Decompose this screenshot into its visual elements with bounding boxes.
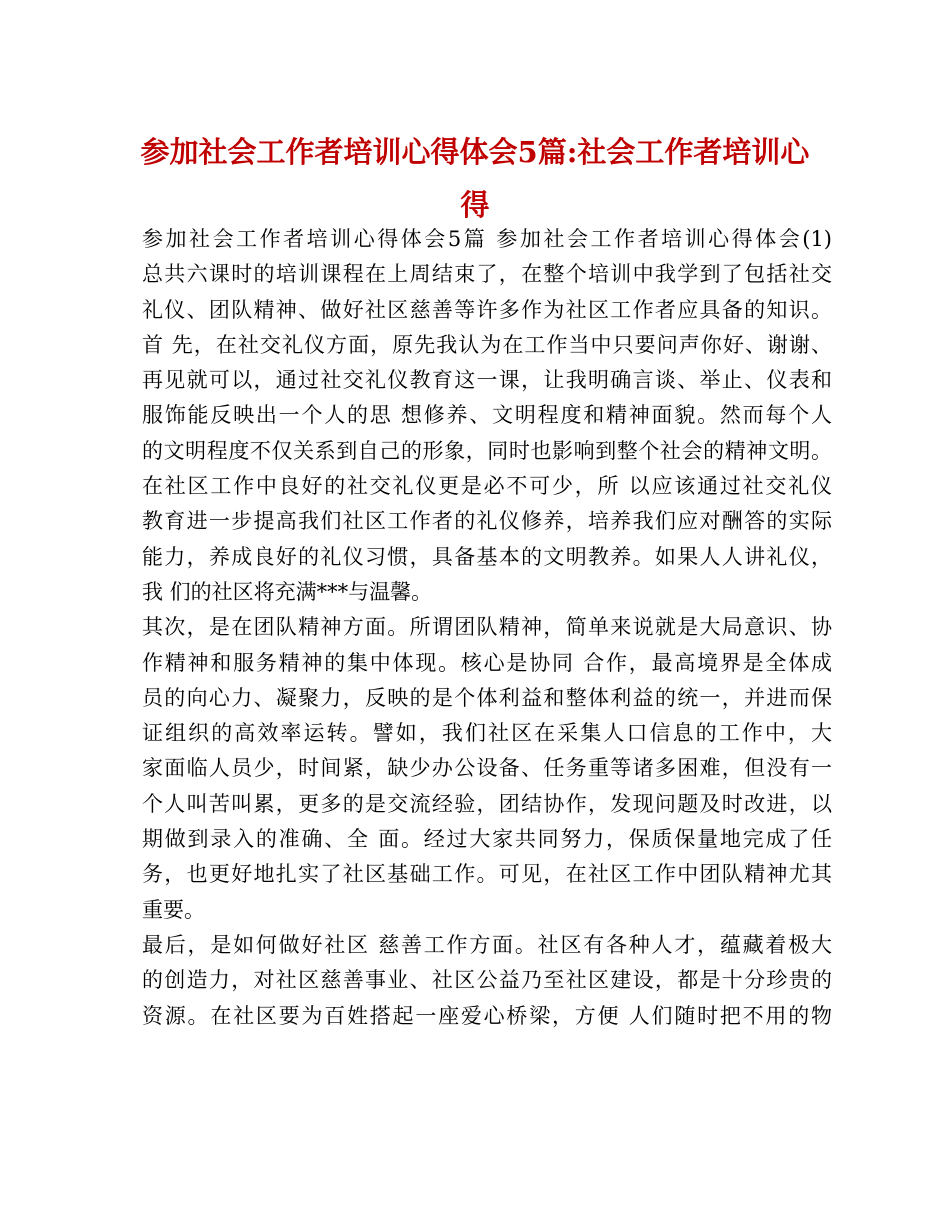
title-line-2: 得 [460, 188, 490, 222]
document-title [120, 126, 830, 232]
body-line: 期做到录入的准确、全 面。经过大家共同努力，保质保量地完成了任 [142, 827, 832, 852]
body-line: 的文明程度不仅关系到自己的形象，同时也影响到整个社会的精神文明。 [142, 438, 832, 463]
body-line: 重要。 [142, 897, 205, 922]
body-line: 资源。在社区要为百姓搭起一座爱心桥梁，方便 人们随时把不用的物 [142, 1003, 832, 1028]
body-line: 再见就可以，通过社交礼仪教育这一课，让我明确言谈、举止、仪表和 [142, 368, 832, 393]
body-line: 我 们的社区将充满***与温馨。 [142, 579, 433, 604]
body-line: 家面临人员少，时间紧，缺少办公设备、任务重等诸多困难，但没有一 [142, 756, 832, 781]
title-line-1: 参加社会工作者培训心得体会5篇:社会工作者培训心 [140, 135, 810, 169]
body-line: 个人叫苦叫累，更多的是交流经验，团结协作，发现问题及时改进，以 [142, 791, 832, 816]
body-line: 证组织的高效率运转。譬如，我们社区在采集人口信息的工作中，大 [142, 721, 832, 746]
body-line: 务，也更好地扎实了社区基础工作。可见，在社区工作中团队精神尤其 [142, 862, 832, 887]
body-line: 的创造力，对社区慈善事业、社区公益乃至社区建设，都是十分珍贵的 [142, 968, 832, 993]
body-line: 总共六课时的培训课程在上周结束了，在整个培训中我学到了包括社交 [142, 262, 832, 287]
body-line: 服饰能反映出一个人的思 想修养、文明程度和精神面貌。然而每个人 [142, 403, 832, 428]
body-line: 作精神和服务精神的集中体现。核心是协同 合作，最高境界是全体成 [142, 650, 832, 675]
body-line: 其次，是在团队精神方面。所谓团队精神，简单来说就是大局意识、协 [142, 615, 832, 640]
body-line: 员的向心力、凝聚力，反映的是个体利益和整体利益的统一，并进而保 [142, 685, 832, 710]
body-line: 首 先，在社交礼仪方面，原先我认为在工作当中只要问声你好、谢谢、 [142, 332, 832, 357]
body-line: 参加社会工作者培训心得体会5篇 参加社会工作者培训心得体会(1) [142, 227, 832, 251]
body-line: 在社区工作中良好的社交礼仪更是必不可少，所 以应该通过社交礼仪 [142, 474, 832, 499]
body-line: 礼仪、团队精神、做好社区慈善等许多作为社区工作者应具备的知识。 [142, 297, 832, 322]
body-line: 能力，养成良好的礼仪习惯，具备基本的文明教养。如果人人讲礼仪， [142, 544, 832, 569]
document-body [142, 222, 832, 1034]
body-line: 最后，是如何做好社区 慈善工作方面。社区有各种人才，蕴藏着极大 [142, 932, 832, 957]
body-line: 教育进一步提高我们社区工作者的礼仪修养，培养我们应对酬答的实际 [142, 509, 832, 534]
